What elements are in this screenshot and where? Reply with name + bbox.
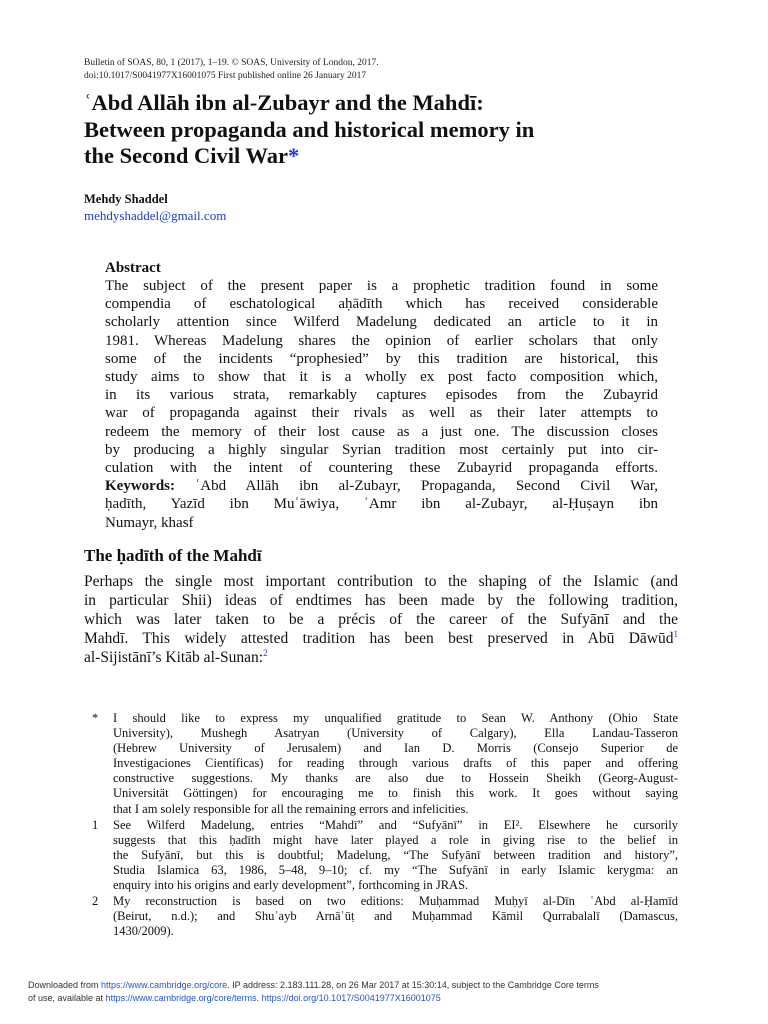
keywords-label: Keywords: (105, 478, 175, 495)
keywords-line (105, 477, 658, 495)
abstract-block (105, 259, 658, 532)
abstract-line: some of the incidents “prophesied” by this tradition are historical, this (105, 350, 658, 367)
footnote-line: enquiry into his origins and early development”, forthcoming in JRAS. (113, 878, 469, 893)
footnote-line: suggests that this ḥadīth might have later played a role in giving rise to the belief in (113, 832, 678, 847)
footnote-2 (84, 894, 678, 939)
journal-line-2: doi:10.1017/S0041977X16001075 First published online 26 January 2017 (84, 70, 367, 81)
body-line: al-Sijistānī’s Kitāb al-Sunan: (84, 649, 264, 666)
title-line-1: ʿAbd Allāh ibn al-Zubayr and the Mahdī: (84, 90, 484, 115)
body-line: which was later taken to be a précis of the career of the Sufyānī and the (84, 611, 678, 628)
abstract-line: scholarly attention since Wilferd Madelung dedicated an article to it in (105, 314, 658, 331)
footnote-line: (Hebrew University of Jerusalem) and Ian D. Morris (Consejo Superior de (113, 741, 678, 756)
article-title (84, 90, 678, 170)
journal-citation (84, 57, 379, 82)
section-heading: The ḥadīth of the Mahdī (84, 546, 262, 565)
footnote-ref-2[interactable]: 2 (263, 648, 268, 658)
abstract-line: The subject of the present paper is a prophetic tradition found in some (105, 278, 658, 294)
download-prefix: Downloaded from (28, 980, 102, 990)
footnote-line: Studia Islamica 63, 1986, 5–48, 9–10; cf. my “The Sufyānī in early Islamic kerygma: an (113, 862, 678, 877)
keywords-line: ḥadīth, Yazīd ibn Muʿāwiya, ʿAmr ibn al-Zubayr, al-Ḥuṣayn ibn (105, 496, 658, 513)
footnote-line: See Wilferd Madelung, entries “Mahdī” and “Sufyānī” in EI². Elsewhere he cursorily (113, 817, 678, 832)
footnote-line: that I am solely responsible for all the remaining errors and infelicities. (113, 801, 469, 816)
download-notice (28, 979, 748, 1004)
footnote-line: University), Mushegh Asatryan (University of Calgary), Ella Landau-Tasseron (113, 726, 678, 741)
footnote-star (84, 711, 678, 817)
abstract-line: war of propaganda against their rivals as well as their later attempts to (105, 405, 658, 422)
footnote-line: the Sufyānī, but this is doubtful; Madelung, “The Sufyānī between tradition and history”, (113, 847, 678, 862)
footnote-line: Investigaciones Científicas) for reading through various drafts of this paper and offering (113, 756, 678, 771)
footnote-mark: 2 (92, 894, 99, 909)
footnote-line: 1430/2009). (113, 924, 174, 939)
abstract-line: in its various strata, remarkably captures episodes from the Zubayrid (105, 387, 658, 404)
abstract-heading: Abstract (105, 260, 161, 276)
footnotes (84, 711, 678, 940)
abstract-text (105, 277, 658, 532)
body-line: Perhaps the single most important contribution to the shaping of the Islamic (and (84, 573, 678, 590)
keywords-line: Numayr, khasf (105, 514, 194, 531)
abstract-line: 1981. Whereas Madelung shares the opinion of earlier scholars that only (105, 332, 658, 349)
footnote-mark: * (92, 711, 99, 725)
doi-link[interactable]: https://doi.org/10.1017/S0041977X16001075 (261, 992, 441, 1003)
author-name: Mehdy Shaddel (84, 192, 168, 206)
abstract-line: culation with the intent of countering these Zubayrid propaganda efforts. (105, 460, 658, 477)
download-ip-text: . IP address: 2.183.111.28, on 26 Mar 2017 at 15:30:14, subject to the Cambridge Core terms (227, 980, 599, 990)
author-email-link[interactable]: mehdyshaddel@gmail.com (84, 208, 227, 223)
section-body (84, 572, 678, 667)
footnote-line: My reconstruction is based on two editions: Muḥammad Muḥyī al-Dīn ʿAbd al-Ḥamīd (113, 894, 678, 909)
footnote-ref-1[interactable]: 1 (673, 629, 678, 639)
footnote-line: I should like to express my unqualified gratitude to Sean W. Anthony (Ohio State (113, 711, 678, 725)
footnote-mark: 1 (92, 817, 99, 832)
cambridge-core-link[interactable]: https://www.cambridge.org/core (101, 980, 228, 990)
title-line-2: Between propaganda and historical memory in (84, 116, 535, 142)
abstract-line: study aims to show that it is a wholly ex post facto composition which, (105, 369, 658, 386)
abstract-line: compendia of eschatological aḥādīth which has received considerable (105, 296, 658, 313)
footnote-1 (84, 818, 678, 893)
footnote-line: (Beirut, n.d.); and Shuʿayb Arnāʾūṭ and Muḥammad Kāmil Qurrabalalī (Damascus, (113, 909, 678, 924)
keywords-text: ʿAbd Allāh ibn al-Zubayr, Propaganda, Second Civil War, (195, 478, 658, 495)
body-line: in particular Shii) ideas of endtimes has been made by the following tradition, (84, 592, 678, 609)
footnote-line: constructive suggestions. My thanks are also due to Hossein Sheikh (Georg-August- (113, 771, 678, 786)
download-separator: . (256, 992, 262, 1003)
terms-link[interactable]: https://www.cambridge.org/core/terms (105, 992, 257, 1003)
body-line: Mahdī. This widely attested tradition has been best preserved in Abū Dāwūd (84, 630, 674, 647)
title-footnote-star[interactable]: * (287, 143, 300, 168)
abstract-line: redeem the memory of their lost cause as a just one. The discussion closes (105, 423, 658, 440)
journal-line-1: Bulletin of SOAS, 80, 1 (2017), 1–19. © SOAS, University of London, 2017. (84, 58, 379, 68)
abstract-line: by producing a highly singular Syrian tradition most certainly put into cir- (105, 441, 658, 458)
footnote-line: Universität Göttingen) for encouraging me to finish this work. It goes without saying (113, 786, 678, 801)
download-terms-prefix: of use, available at (28, 992, 106, 1003)
title-line-3: the Second Civil War (84, 143, 288, 168)
